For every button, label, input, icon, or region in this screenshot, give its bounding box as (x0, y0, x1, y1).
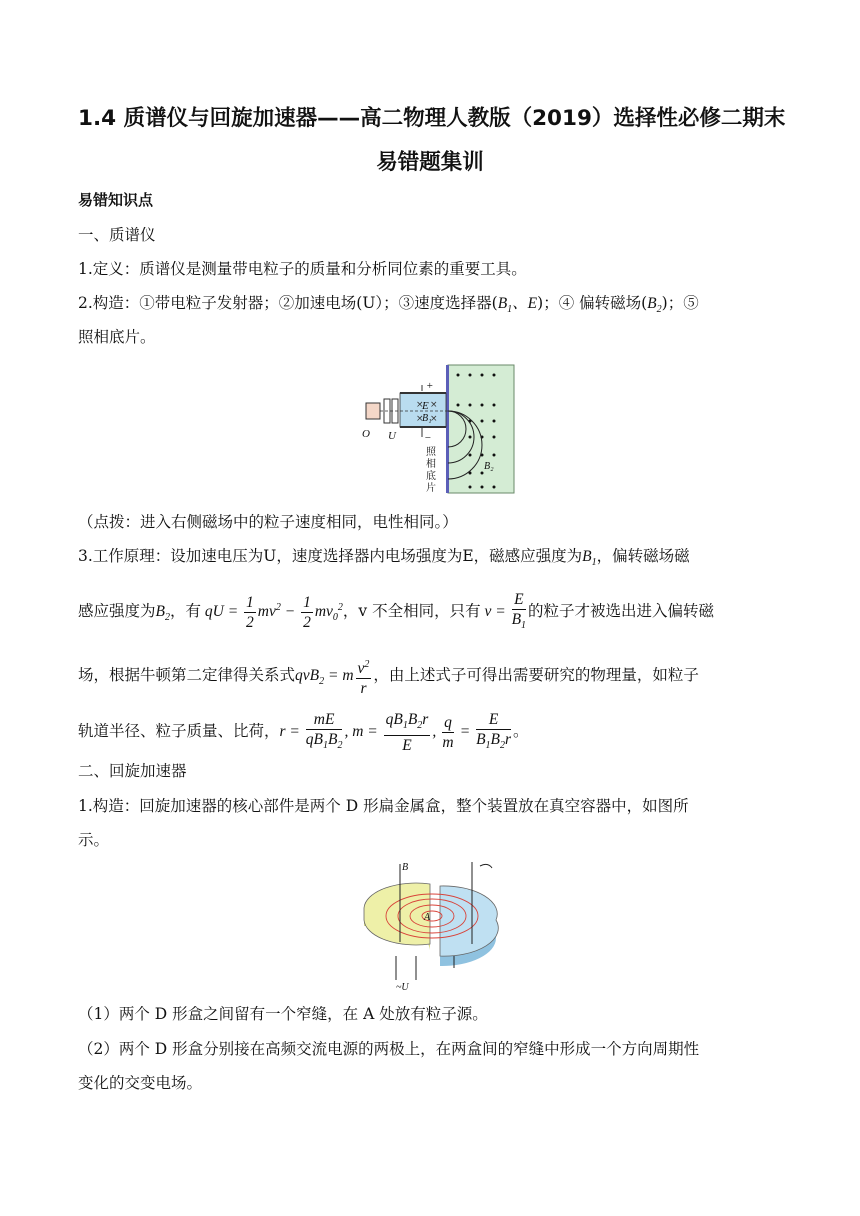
principle-line1 (78, 545, 690, 574)
principle-text-2a: 感应强度为 (78, 602, 156, 621)
dee-left (364, 883, 430, 945)
structure-text-b: )；④ 偏转磁场( (537, 294, 648, 312)
b2-symbol-2: $B_2$ (155, 603, 170, 624)
e-field-label: E (422, 400, 429, 412)
b-field-label: B (402, 862, 409, 873)
cyclotron-item2-line2: 变化的交变电场。 (78, 1074, 203, 1092)
b1-symbol: $B_1$、E (497, 295, 538, 316)
result-equations: r = $\frac{mE}{qB_1B_2}$ , m = $\frac{qB_1B_2r}{E}$ , $\frac{q}{m}$ = $\frac{E}{B_1B_2r}$ (279, 711, 512, 755)
newton-equation: qvB$_2$ = m $\frac{v^2}{r}$ (295, 667, 373, 684)
svg-text:底: 底 (426, 471, 436, 482)
svg-text:×: × (416, 414, 424, 424)
source-a-label: A (424, 912, 431, 923)
svg-text:×: × (416, 400, 424, 410)
ion-source (366, 403, 380, 419)
principle-line3 (78, 655, 699, 698)
ac-voltage-label: ~U (396, 982, 409, 992)
energy-equation: qU = $\frac{1}{2}$ $mv^2$ − $\frac{1}{2}$ $mv_0^2$ (201, 594, 343, 632)
part1-heading: 一、质谱仪 (78, 226, 156, 244)
b1-symbol-2: $B_1$ (582, 548, 597, 569)
minus-sign-label: − (424, 432, 432, 444)
principle-line2 (78, 590, 714, 635)
cyclotron-item2-line1: （2）两个 D 形盒分别接在高频交流电源的两极上，在两盒间的窄缝中形成一个方向周期性 (78, 1040, 700, 1058)
principle-text-3b: ，由上述式子可得出需要研究的物理量，如粒子 (373, 666, 699, 685)
film-label (426, 446, 437, 494)
film-plate (446, 365, 449, 493)
principle-text-4-end: 。 (513, 722, 529, 741)
cyclotron-item1: （1）两个 D 形盒之间留有一个窄缝，在 A 处放有粒子源。 (78, 1005, 488, 1023)
plus-sign-label: + (426, 380, 434, 392)
svg-text:×: × (430, 400, 438, 410)
principle-text-1: 3.工作原理：设加速电压为U，速度选择器内电场强度为E，磁感应强度为 (78, 547, 583, 565)
cyclotron-structure-line1: 1.构造：回旋加速器的核心部件是两个 D 形扁金属盒，整个装置放在真空容器中，如图所 (78, 797, 689, 815)
svg-text:片: 片 (426, 483, 436, 494)
velocity-equation: v = $\frac{E}{B_1}$ (480, 591, 527, 632)
principle-text-2d: 的粒子才被选出进入偏转磁 (528, 602, 715, 621)
section-heading: 易错知识点 (78, 191, 154, 209)
mass-spectrometer-figure (360, 363, 518, 498)
b1-label: B₁ (422, 413, 432, 424)
structure-line2: 照相底片。 (78, 328, 156, 346)
cyclotron-figure (360, 856, 502, 992)
svg-text:照: 照 (426, 447, 436, 458)
svg-text:×: × (430, 414, 438, 424)
principle-text-3a: 场，根据牛顿第二定律得关系式 (78, 666, 296, 685)
cyclotron-structure-line2: 示。 (78, 831, 110, 849)
voltage-label: U (388, 430, 396, 442)
svg-text:相: 相 (426, 459, 436, 470)
origin-label: O (362, 428, 370, 440)
page-title-line2: 易错题集训 (376, 150, 484, 175)
principle-line4 (78, 710, 529, 755)
structure-text-a: 2.构造：①带电粒子发射器；②加速电场(U）；③速度选择器( (78, 294, 498, 312)
principle-text-1-end: ，偏转磁场磁 (596, 547, 690, 565)
page-title-line1: 1.4 质谱仪与回旋加速器——高二物理人教版（2019）选择性必修二期末 (78, 106, 786, 131)
structure-text-c: )；⑤ (661, 294, 699, 312)
part2-heading: 二、回旋加速器 (78, 762, 187, 780)
b2-label: B₂ (484, 461, 494, 472)
definition-paragraph: 1.定义：质谱仪是测量带电粒子的质量和分析同位素的重要工具。 (78, 260, 527, 278)
b2-symbol: $B_2$ (647, 295, 662, 316)
tip-paragraph: （点拨：进入右侧磁场中的粒子速度相同，电性相同。） (78, 513, 458, 531)
structure-paragraph (78, 292, 699, 321)
principle-text-4a: 轨道半径、粒子质量、比荷， (78, 722, 280, 741)
principle-text-2c: ，v 不全相同，只有 (342, 602, 481, 621)
principle-text-2b: ，有 (169, 602, 201, 621)
